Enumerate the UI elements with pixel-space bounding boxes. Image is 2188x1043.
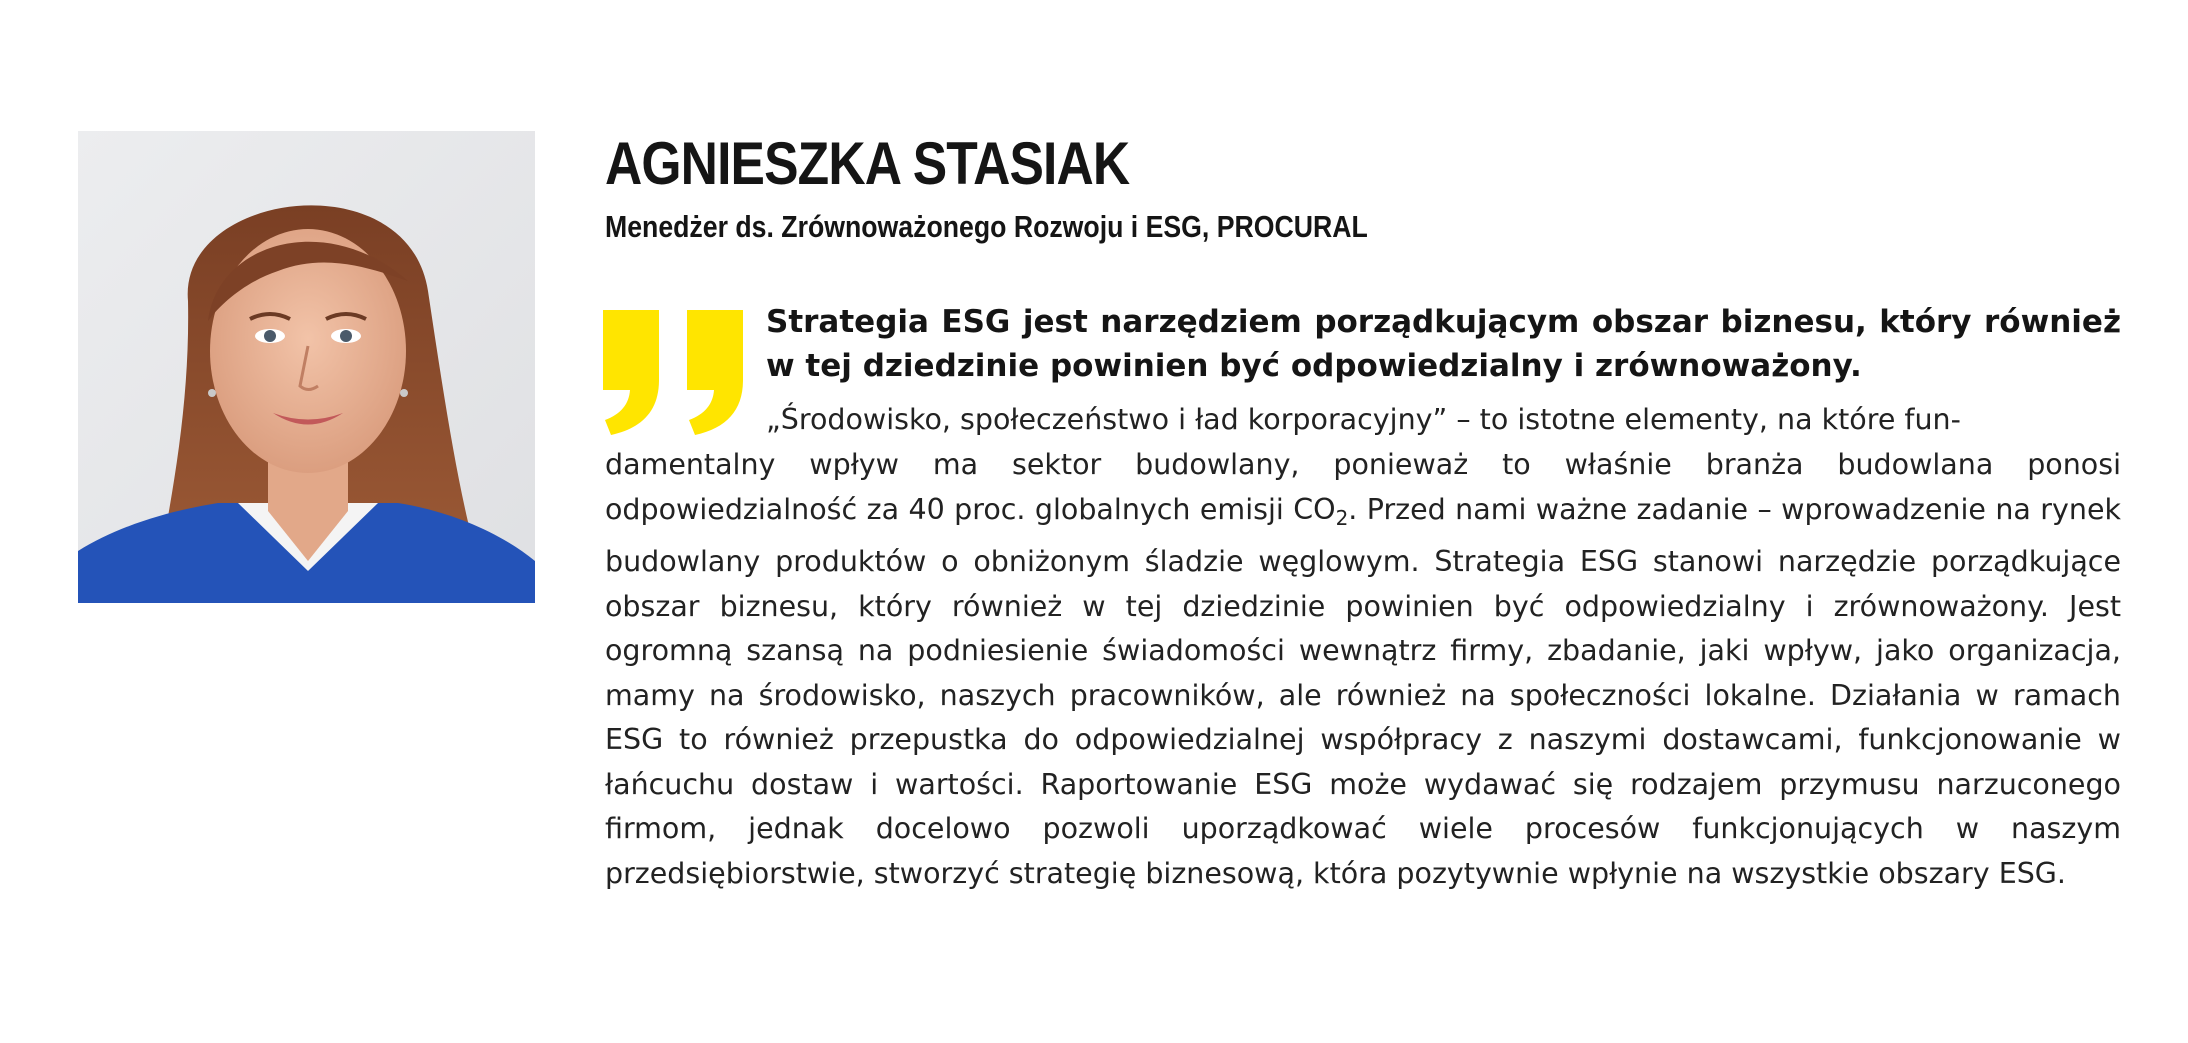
quote-body-part1: damentalny wpływ ma sektor budowlany, ponieważ to właśnie branża budowlana ponosi odpowiedzialność za 40 proc. globalnych emisji CO — [605, 448, 2121, 526]
quote-body — [605, 443, 2121, 896]
portrait-photo — [78, 131, 535, 603]
person-name: AGNIESZKA STASIAK — [605, 130, 1130, 197]
quote-intro: „Środowisko, społeczeństwo i ład korporacyjny” – to istotne elementy, na które fun- — [766, 403, 1961, 436]
quotation-mark-icon — [603, 310, 745, 435]
quote-body-part2: . Przed nami ważne zadanie – wprowadzenie na rynek budowlany produktów o obniżonym śladzie węglowym. Strategia ESG stanowi narzędzie porządkujące obszar biznesu, który również w tej dziedzinie powinien być odpowiedzialny i zrównoważony. Jest ogromną szansą na podniesienie świadomości wewnątrz firmy, zbadanie, jaki wpływ, jako organizacja, mamy na środowisko, naszych pracowników, ale również na społeczności lokalne. Działania w ramach ESG to również przepustka do odpowiedzialnej współpracy z naszymi dostawcami, funkcjonowanie w łańcuchu dostaw i wartości. Raportowanie ESG może wydawać się rodzajem przymusu narzuconego firmom, jednak docelowo pozwoli uporządkować wiele procesów funkcjonujących w naszym przedsiębiorstwie, stworzyć strategię biznesową, która pozytywnie wpłynie na wszystkie obszary ESG. — [605, 492, 2121, 890]
person-role: Menedżer ds. Zrównoważonego Rozwoju i ESG, PROCURAL — [605, 209, 1368, 244]
quote-lead: Strategia ESG jest narzędziem porządkującym obszar biznesu, który również w tej dziedzinie powinien być odpowiedzialny i zrównoważony. — [766, 304, 2121, 384]
co2-subscript: 2 — [1335, 505, 1349, 530]
